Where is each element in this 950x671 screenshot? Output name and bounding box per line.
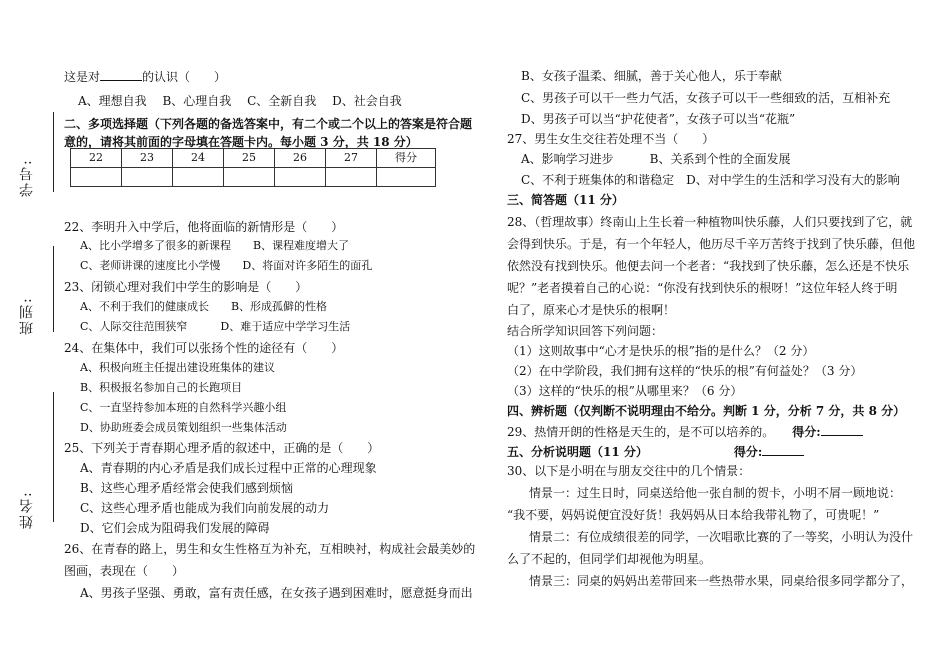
q25-option-a: A、青春期的内心矛盾是我们成长过程中正常的心理现象	[80, 461, 377, 475]
answer-header-cell: 25	[224, 149, 275, 168]
section2-title-1: 二、多项选择题（下列各题的备选答案中，有二个或二个以上的答案是符合题	[64, 117, 473, 131]
name-line	[53, 392, 54, 522]
q27-options-ab: A、影响学习进步 B、关系到个性的全面发展	[521, 152, 791, 166]
q28-sub-2: （2）在中学阶段，我们拥有这样的“快乐的根”有何益处？（3 分）	[507, 364, 863, 378]
q24-option-b: B、积极报名参加自己的长跑项目	[80, 381, 243, 394]
q23-options-cd: C、人际交往范围狭窄 D、难于适应中学学习生活	[80, 320, 351, 333]
q24-stem: 24、在集体中，我们可以张扬个性的途径有（ ）	[64, 341, 344, 355]
q30-stem: 30、以下是小明在与朋友交往中的几个情景：	[507, 464, 751, 478]
answer-table-header	[71, 149, 436, 168]
q21-stem-tail	[64, 69, 226, 86]
section4-title: 四、辨析题（仅判断不说明理由不给分。判断 1 分，分析 7 分，共 8 分）	[507, 404, 906, 418]
section3-title: 三、简答题（11 分）	[507, 193, 624, 207]
q21-stem-pre: 这是对	[64, 70, 101, 84]
q23-stem: 23、闭锁心理对我们中学生的影响是（ ）	[64, 280, 308, 294]
q22-options-cd: C、老师讲课的速度比小学慢 D、将面对许多陌生的面孔	[80, 259, 373, 272]
q25-stem: 25、下列关于青春期心理矛盾的叙述中，正确的是（ ）	[64, 441, 380, 455]
answer-cell[interactable]	[173, 168, 224, 187]
q28-sub-3: （3）这样的“快乐的根”从哪里来？（6 分）	[507, 384, 743, 398]
q28-text-3: 依然没有找到快乐。他便去问一个老者：“我找到了快乐藤，怎么还是不快乐	[507, 259, 910, 273]
q25-option-b: B、这些心理矛盾经常会使我们感到烦恼	[80, 481, 293, 495]
q27-options-cd: C、不利于班集体的和谐稳定 D、对中学生的生活和学习没有大的影响	[521, 173, 900, 187]
q29-text: 29、热情开朗的性格是天生的，是不可以培养的。	[507, 425, 775, 439]
q28-text-5: 白了，原来心才是快乐的根啊！	[507, 303, 676, 317]
answer-header-cell: 22	[71, 149, 122, 168]
q29-stem	[507, 424, 863, 441]
q25-option-d: D、它们会成为阻碍我们发展的障碍	[80, 521, 270, 535]
q24-option-a: A、积极向班主任提出建设班集体的建议	[80, 361, 275, 374]
q26-stem-2: 图画，表现在（ ）	[64, 564, 185, 578]
answer-header-cell: 24	[173, 149, 224, 168]
class-line	[53, 246, 54, 332]
q24-option-c: C、一直坚持参加本班的自然科学兴趣小组	[80, 401, 287, 414]
q29-score-blank[interactable]	[821, 424, 863, 436]
q26-option-c: C、男孩子可以干一些力气活，女孩子可以干一些细致的活，互相补充	[521, 91, 891, 105]
q29-score-label: 得分:	[792, 425, 821, 439]
section5-score-blank[interactable]	[762, 444, 804, 456]
q22-stem: 22、李明升入中学后，他将面临的新情形是（ ）	[64, 220, 344, 234]
q26-stem-1: 26、在青春的路上，男生和女生性格互为补充，互相映衬，构成社会最美妙的	[64, 542, 476, 556]
q28-sub-1: （1）这则故事中“心才是快乐的根”指的是什么？（2 分）	[507, 344, 815, 358]
answer-cell[interactable]	[326, 168, 377, 187]
answer-cell[interactable]	[275, 168, 326, 187]
q28-text-1: 28、（哲理故事）终南山上生长着一种植物叫快乐藤，人们只要找到了它，就	[507, 215, 913, 229]
scene1-line2: “我不要，妈妈说便宜没好货！我妈妈从日本给我带礼物了，可贵呢！”	[507, 508, 880, 522]
student-id-label: 学号:	[19, 158, 35, 198]
q22-options-ab: A、比小学增多了很多的新课程 B、课程难度增大了	[80, 239, 350, 252]
student-id-line	[53, 112, 54, 192]
answer-cell[interactable]	[71, 168, 122, 187]
answer-cell[interactable]	[122, 168, 173, 187]
q26-option-a: A、男孩子坚强、勇敢，富有责任感，在女孩子遇到困难时，愿意挺身而出	[80, 586, 473, 600]
answer-header-cell: 27	[326, 149, 377, 168]
scene1-line1: 情景一：过生日时，同桌送给他一张自制的贺卡，小明不屑一顾地说：	[529, 486, 902, 500]
answer-header-score: 得分	[377, 149, 436, 168]
q26-option-d: D、男孩子可以当“护花使者”，女孩子可以当“花瓶”	[521, 112, 796, 126]
scene2-line1: 情景二：有位成绩很差的同学，一次唱歌比赛的了一等奖，小明认为没什	[529, 530, 914, 544]
scene2-line2: 么了不起的，但同学们却视他为明星。	[507, 552, 712, 566]
q23-options-ab: A、不利于我们的健康成长 B、形成孤僻的性格	[80, 300, 328, 313]
q24-option-d: D、协助班委会成员策划组织一些集体活动	[80, 421, 287, 434]
answer-table	[70, 148, 436, 187]
section5-score-label: 得分:	[733, 445, 763, 459]
q21-options: A、理想自我 B、心理自我 C、全新自我 D、社会自我	[78, 94, 402, 108]
answer-table-row	[71, 168, 436, 187]
section2-title-2: 意的，请将其前面的字母填在答题卡内。每小题 3 分，共 18 分）	[64, 135, 418, 149]
q26-option-b: B、女孩子温柔、细腻，善于关心他人，乐于奉献	[521, 69, 782, 83]
q27-stem: 27、男生女生交往若处理不当（ ）	[507, 132, 715, 146]
section5-header	[507, 444, 804, 461]
answer-header-cell: 23	[122, 149, 173, 168]
answer-header-cell: 26	[275, 149, 326, 168]
q25-option-c: C、这些心理矛盾也能成为我们向前发展的动力	[80, 501, 330, 515]
q28-text-2: 会得到快乐。于是，有一个年轻人，他历尽千辛万苦终于找到了快乐藤，但他	[507, 237, 916, 251]
q21-stem-post: 的认识（ ）	[142, 70, 227, 84]
section5-title: 五、分析说明题（11 分）	[507, 445, 648, 459]
class-label: 班别:	[19, 296, 35, 336]
q28-text-4: 呢？”老者摸着自己的心说：“你没有找到快乐的根呀！”这位年轻人终于明	[507, 281, 898, 295]
name-label: 姓名:	[19, 490, 35, 530]
answer-score-cell[interactable]	[377, 168, 436, 187]
fill-blank[interactable]	[100, 69, 142, 81]
scene3-line1: 情景三：同桌的妈妈出差带回来一些热带水果，同桌给很多同学都分了，	[529, 574, 914, 588]
answer-cell[interactable]	[224, 168, 275, 187]
q28-prompt: 结合所学知识回答下列问题：	[507, 324, 664, 338]
